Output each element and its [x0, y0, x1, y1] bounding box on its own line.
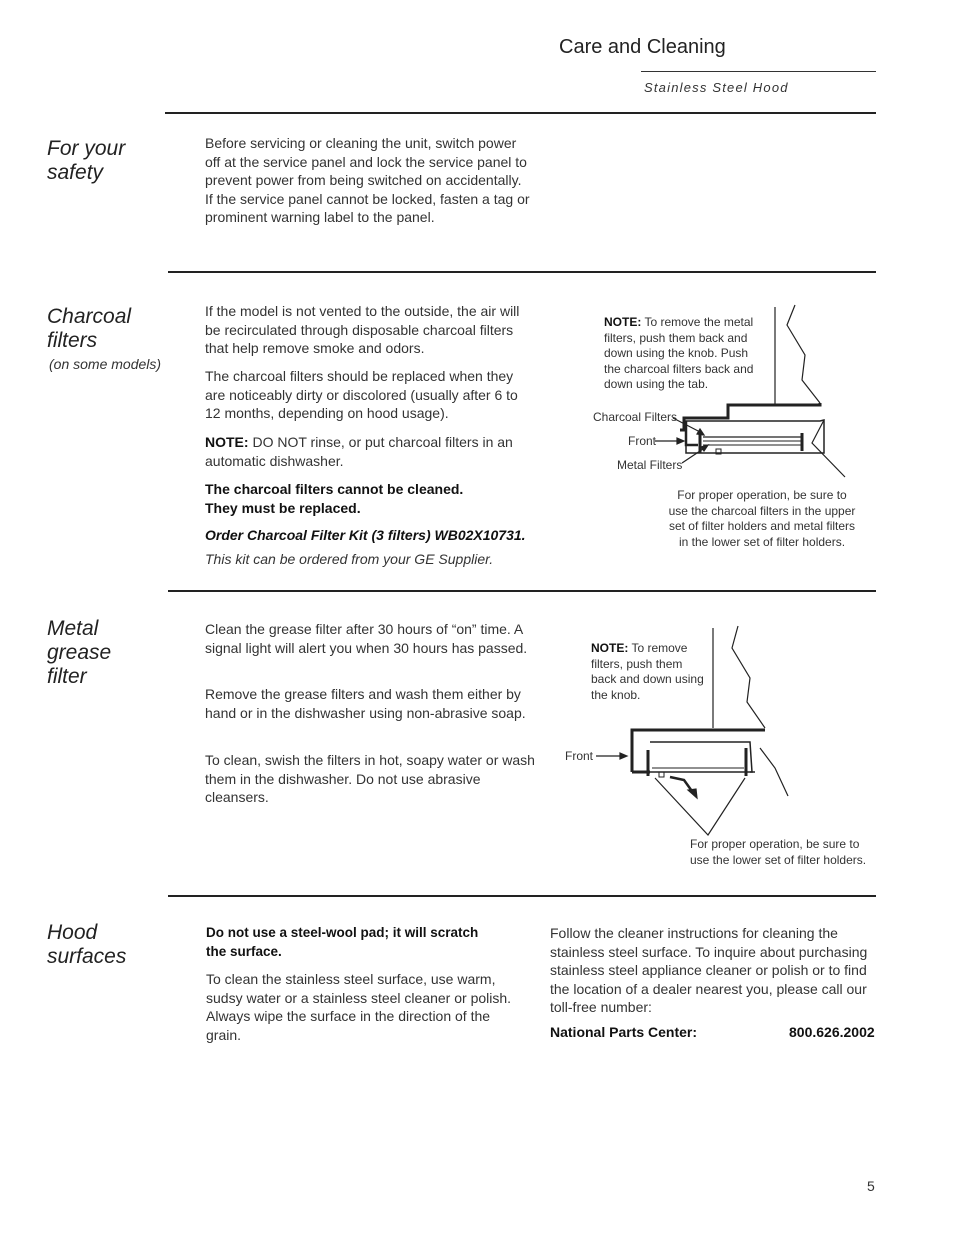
charcoal-diagram-caption: For proper operation, be sure to use the charcoal filters in the upper set of filter holders and metal filters in the lower set of filter holders.: [668, 488, 856, 549]
section-divider: [168, 271, 876, 273]
section-title-metal: Metal grease filter: [47, 617, 112, 688]
section-divider: [165, 112, 876, 114]
charcoal-diagram-note: NOTE: To remove the metal filters, push them back and down using the knob. Push the charcoal filters back and down using the tab.: [604, 315, 754, 391]
charcoal-filter-diagram: [580, 295, 850, 485]
page-header-title: Care and Cleaning: [559, 36, 726, 58]
header-divider: [641, 71, 876, 72]
charcoal-paragraph-1: If the model is not vented to the outside, the air will be recirculated through disposable charcoal filters that help remove smoke and odors.: [205, 303, 520, 356]
hood-paragraph-2: To clean the stainless steel surface, use warm, sudsy water or a stainless steel cleaner or polish. Always wipe the surface in the direction of the grain.: [206, 971, 512, 1043]
metal-paragraph-1: Clean the grease filter after 30 hours of “on” time. A signal light will alert you when 30 hours has passed.: [205, 621, 528, 656]
section-title-safety: For your safety: [47, 137, 126, 184]
section-divider: [168, 590, 876, 592]
metal-diagram-caption: For proper operation, be sure to use the lower set of filter holders.: [690, 837, 867, 867]
section-title-hood: Hood surfaces: [47, 921, 127, 968]
parts-center-phone: 800.626.2002: [789, 1024, 875, 1040]
page-header-subtitle: Stainless Steel Hood: [644, 80, 789, 95]
section-divider: [168, 895, 876, 897]
metal-paragraph-3: To clean, swish the filters in hot, soapy water or wash them in the dishwasher. Do not use abrasive cleansers.: [205, 752, 535, 805]
safety-text: Before servicing or cleaning the unit, switch power off at the service panel and lock the service panel to prevent power from being switched on accidentally. If the service panel cannot be locked, fasten a tag or prominent warning label to the panel.: [205, 135, 530, 225]
label-charcoal-filters: Charcoal Filters: [593, 410, 678, 424]
hood-warning: Do not use a steel-wool pad; it will scratch the surface.: [206, 925, 479, 959]
metal-filter-diagram: [560, 620, 800, 840]
label-front: Front: [565, 749, 594, 763]
page-number: 5: [867, 1178, 875, 1194]
metal-diagram-note: NOTE: To remove filters, push them back and down using the knob.: [591, 641, 704, 702]
hood-paragraph-3: Follow the cleaner instructions for cleaning the stainless steel surface. To inquire about purchasing stainless steel appliance cleaner or polish or to find the location of a dealer nearest you, please call our toll-free number:: [550, 925, 868, 1015]
charcoal-supplier-note: This kit can be ordered from your GE Supplier.: [205, 551, 494, 567]
metal-paragraph-2: Remove the grease filters and wash them either by hand or in the dishwasher using non-abrasive soap.: [205, 686, 526, 721]
charcoal-note: NOTE: DO NOT rinse, or put charcoal filters in an automatic dishwasher.: [205, 434, 513, 469]
label-front: Front: [628, 434, 657, 448]
section-title-charcoal: Charcoal filters: [47, 305, 132, 352]
charcoal-warning: The charcoal filters cannot be cleaned. They must be replaced.: [205, 481, 464, 516]
parts-center-label: National Parts Center:: [550, 1024, 698, 1040]
charcoal-order-kit: Order Charcoal Filter Kit (3 filters) WB02X10731.: [205, 527, 526, 543]
section-subtitle-charcoal: (on some models): [49, 356, 162, 372]
charcoal-paragraph-2: The charcoal filters should be replaced when they are noticeably dirty or discolored (usually after 6 to 12 months, depending on hood usage).: [205, 368, 518, 421]
label-metal-filters: Metal Filters: [617, 458, 683, 472]
